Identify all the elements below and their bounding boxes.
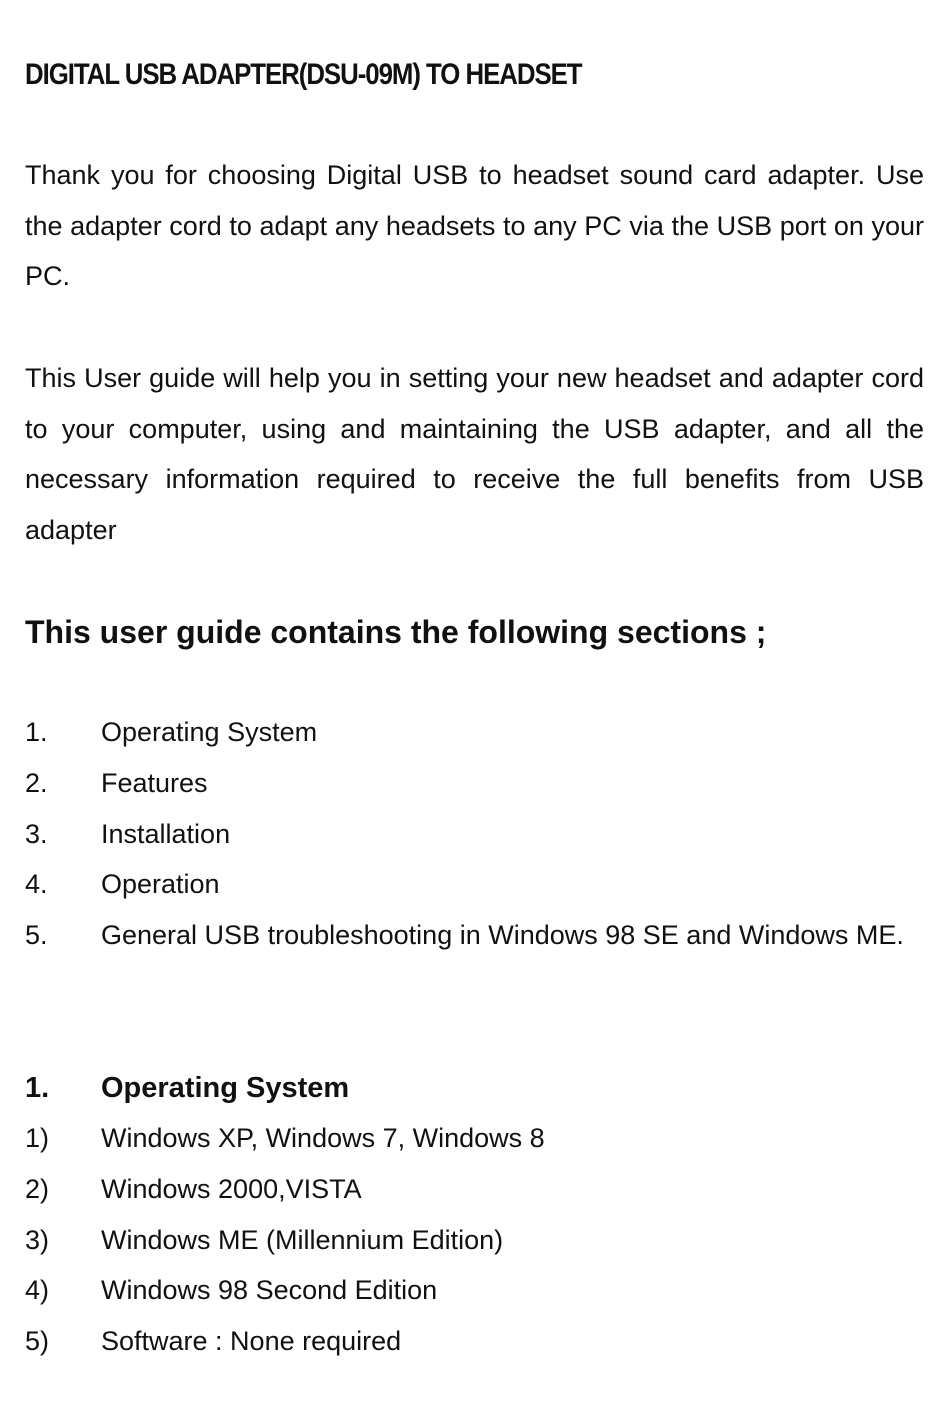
list-item	[25, 1265, 924, 1316]
list-item-text: Windows 98 Second Edition	[101, 1275, 438, 1306]
operating-system-list	[25, 1113, 924, 1367]
list-item-number: 2)	[25, 1173, 50, 1204]
heading-number: 1.	[25, 1072, 50, 1104]
heading-text: Operating System	[101, 1072, 350, 1104]
list-item	[25, 859, 924, 910]
document-title: DIGITAL USB ADAPTER(DSU-09M) TO HEADSET	[25, 58, 582, 91]
list-item-text: Features	[101, 767, 208, 798]
sections-heading: This user guide contains the following sections ;	[25, 614, 767, 650]
list-item-text: General USB troubleshooting in Windows 98 SE and Windows ME.	[101, 920, 904, 951]
list-item-text: Operating System	[101, 717, 318, 747]
list-item	[25, 910, 924, 961]
list-item	[25, 1215, 924, 1266]
list-item	[25, 809, 924, 860]
list-item-text: Operation	[101, 869, 220, 900]
list-item-text: Windows 2000,VISTA	[101, 1173, 362, 1204]
operating-system-heading	[25, 1063, 349, 1113]
list-item	[25, 1113, 924, 1164]
list-item-text: Installation	[101, 818, 231, 849]
list-item	[25, 758, 924, 809]
list-item-number: 5)	[25, 1326, 50, 1357]
list-item	[25, 1164, 924, 1215]
list-item-number: 5.	[25, 920, 48, 951]
list-item-text: Windows XP, Windows 7, Windows 8	[101, 1123, 545, 1153]
list-item-number: 4.	[25, 869, 48, 900]
list-item-text: Software : None required	[101, 1326, 402, 1357]
list-item-number: 1)	[25, 1123, 50, 1153]
guide-paragraph: This User guide will help you in setting your new headset and adapter cord to your computer, using and maintaining the USB adapter, and all the necessary information required to receive the full benefits from USB adapter	[25, 363, 924, 545]
list-item-number: 4)	[25, 1275, 50, 1306]
list-item	[25, 1316, 924, 1367]
list-item	[25, 707, 924, 758]
list-item-number: 3.	[25, 818, 48, 849]
sections-list	[25, 707, 924, 961]
list-item-number: 3)	[25, 1224, 50, 1255]
intro-paragraph: Thank you for choosing Digital USB to headset sound card adapter. Use the adapter cord to adapt any headsets to any PC via the USB port on your PC.	[25, 160, 924, 291]
list-item-text: Windows ME (Millennium Edition)	[101, 1224, 504, 1255]
list-item-number: 2.	[25, 767, 48, 798]
list-item-number: 1.	[25, 717, 48, 747]
